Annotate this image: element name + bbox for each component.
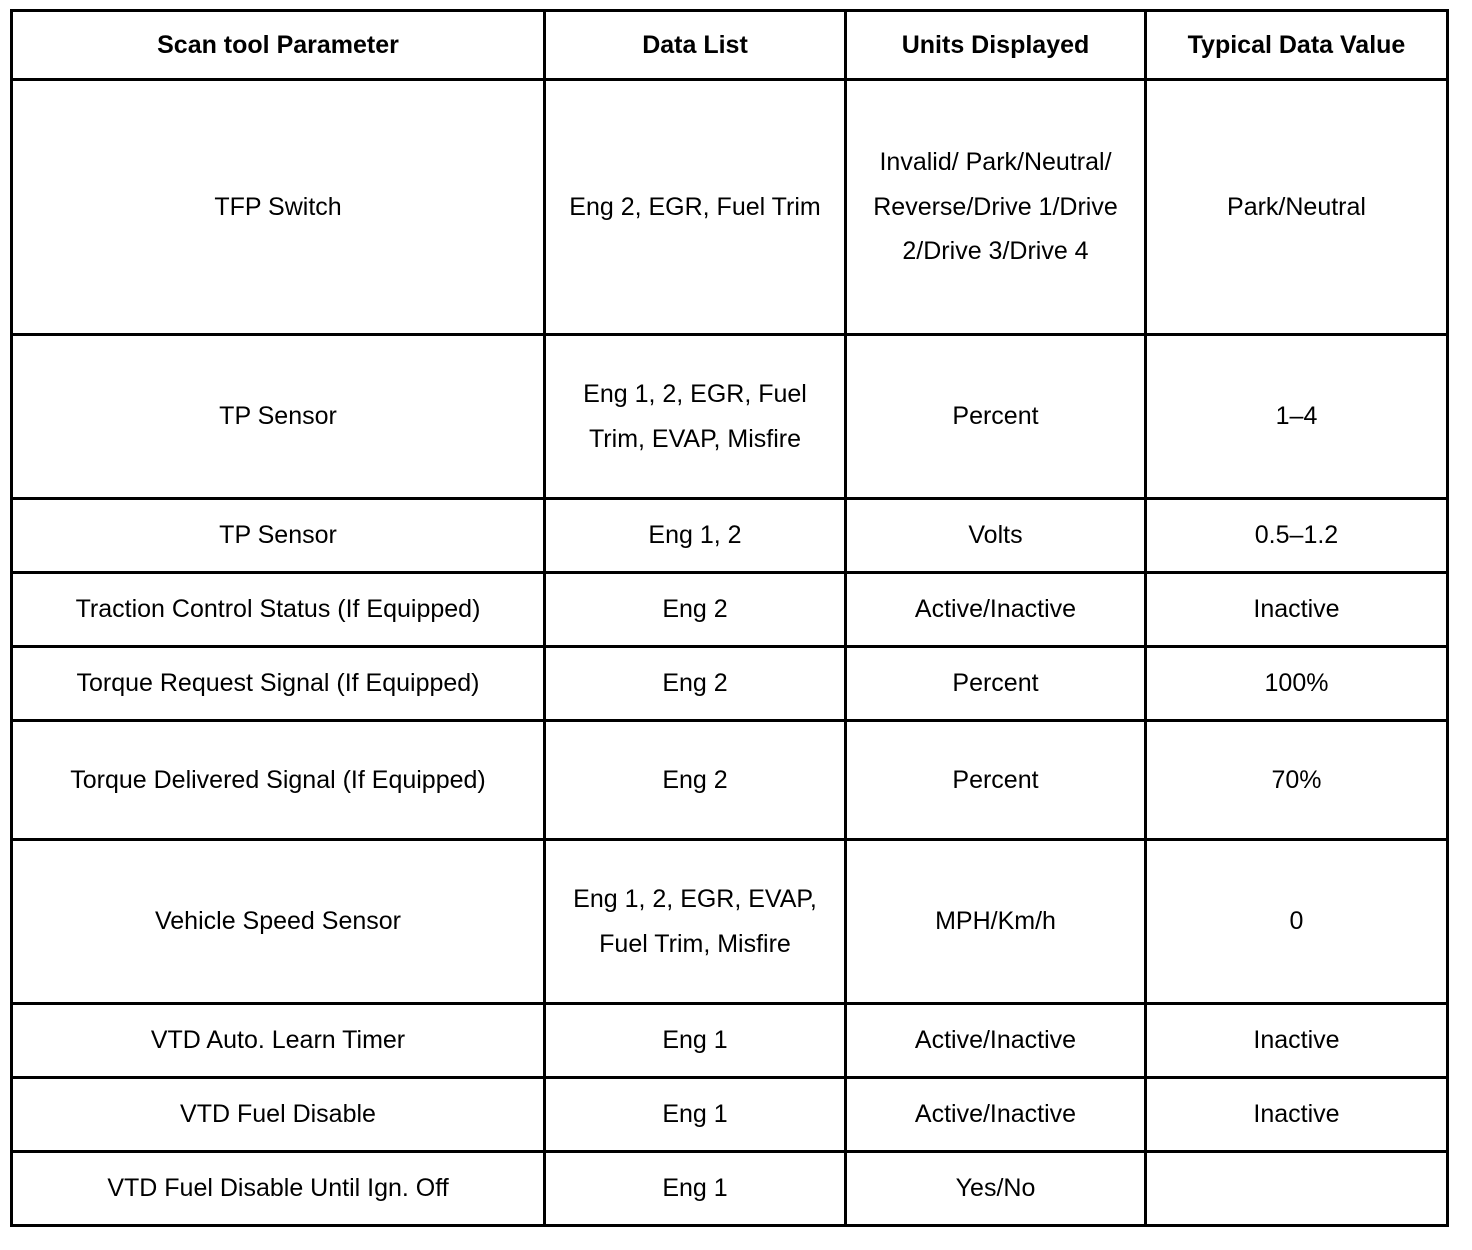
table-header-row: [12, 11, 1448, 80]
cell-data-list: Eng 2: [545, 573, 846, 647]
cell-typical-value: Inactive: [1146, 1004, 1448, 1078]
cell-parameter: Traction Control Status (If Equipped): [12, 573, 545, 647]
cell-units: Active/Inactive: [846, 573, 1146, 647]
cell-data-list: Eng 1, 2: [545, 499, 846, 573]
cell-typical-value: 1–4: [1146, 335, 1448, 499]
cell-typical-value: 100%: [1146, 647, 1448, 721]
table-row: [12, 840, 1448, 1004]
cell-parameter: Torque Request Signal (If Equipped): [12, 647, 545, 721]
cell-typical-value: 70%: [1146, 721, 1448, 840]
header-units-displayed: Units Displayed: [846, 11, 1146, 80]
table-row: [12, 647, 1448, 721]
scan-tool-data-table: [10, 9, 1449, 1227]
header-data-list: Data List: [545, 11, 846, 80]
cell-units: Invalid/ Park/Neutral/ Reverse/Drive 1/Drive 2/Drive 3/Drive 4: [846, 80, 1146, 335]
cell-data-list: Eng 1, 2, EGR, Fuel Trim, EVAP, Misfire: [545, 335, 846, 499]
cell-typical-value: 0.5–1.2: [1146, 499, 1448, 573]
cell-typical-value: Inactive: [1146, 1078, 1448, 1152]
cell-data-list: Eng 1: [545, 1152, 846, 1226]
cell-parameter: VTD Fuel Disable Until Ign. Off: [12, 1152, 545, 1226]
header-scan-tool-parameter: Scan tool Parameter: [12, 11, 545, 80]
cell-parameter: TP Sensor: [12, 335, 545, 499]
cell-parameter: TFP Switch: [12, 80, 545, 335]
cell-typical-value: 0: [1146, 840, 1448, 1004]
table-row: [12, 1078, 1448, 1152]
cell-data-list: Eng 2: [545, 721, 846, 840]
cell-parameter: VTD Auto. Learn Timer: [12, 1004, 545, 1078]
cell-typical-value: [1146, 1152, 1448, 1226]
cell-data-list: Eng 1: [545, 1004, 846, 1078]
cell-units: Percent: [846, 721, 1146, 840]
cell-parameter: VTD Fuel Disable: [12, 1078, 545, 1152]
header-typical-data-value: Typical Data Value: [1146, 11, 1448, 80]
cell-units: Percent: [846, 647, 1146, 721]
cell-data-list: Eng 2: [545, 647, 846, 721]
table-row: [12, 573, 1448, 647]
cell-parameter: Vehicle Speed Sensor: [12, 840, 545, 1004]
cell-data-list: Eng 1: [545, 1078, 846, 1152]
table-row: [12, 721, 1448, 840]
cell-units: Active/Inactive: [846, 1078, 1146, 1152]
cell-typical-value: Park/Neutral: [1146, 80, 1448, 335]
cell-data-list: Eng 2, EGR, Fuel Trim: [545, 80, 846, 335]
table-row: [12, 1004, 1448, 1078]
cell-parameter: Torque Delivered Signal (If Equipped): [12, 721, 545, 840]
table-row: [12, 335, 1448, 499]
cell-units: Volts: [846, 499, 1146, 573]
cell-units: MPH/Km/h: [846, 840, 1146, 1004]
cell-units: Yes/No: [846, 1152, 1146, 1226]
cell-parameter: TP Sensor: [12, 499, 545, 573]
cell-typical-value: Inactive: [1146, 573, 1448, 647]
cell-units: Active/Inactive: [846, 1004, 1146, 1078]
cell-data-list: Eng 1, 2, EGR, EVAP, Fuel Trim, Misfire: [545, 840, 846, 1004]
table-row: [12, 1152, 1448, 1226]
cell-units: Percent: [846, 335, 1146, 499]
table-row: [12, 80, 1448, 335]
table-row: [12, 499, 1448, 573]
